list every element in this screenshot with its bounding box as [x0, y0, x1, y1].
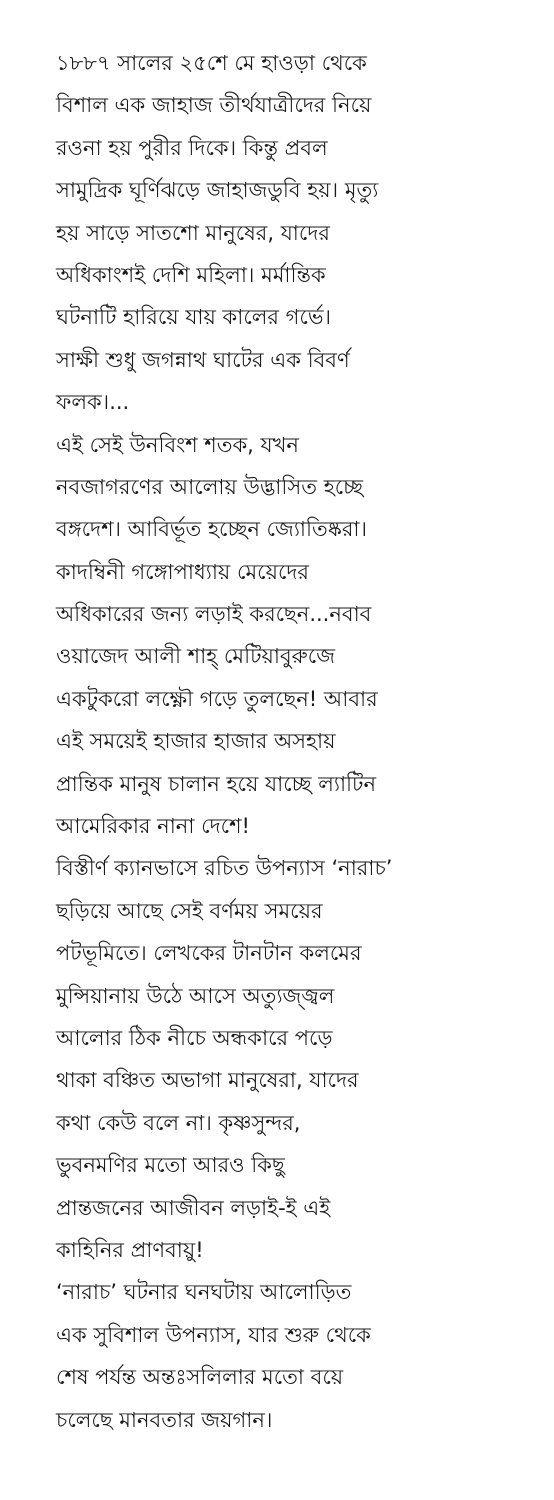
text-line: সামুদ্রিক ঘূর্ণিঝড়ে জাহাজডুবি হয়। মৃত্যু — [56, 178, 379, 203]
text-line: কথা কেউ বলে না। কৃষ্ণসুন্দর, — [56, 1110, 301, 1135]
text-line: অধিকাংশই দেশি মহিলা। মর্মান্তিক — [56, 262, 326, 287]
text-line: ফলক।... — [56, 390, 130, 415]
text-line: আমেরিকার নানা দেশে! — [56, 814, 250, 839]
text-line: রওনা হয় পুরীর দিকে। কিন্তু প্রবল — [56, 135, 328, 160]
text-line: বঙ্গদেশ। আবির্ভূত হচ্ছেন জ্যোতিষ্করা। — [56, 517, 367, 542]
text-line: সাক্ষী শুধু জগন্নাথ ঘাটের এক বিবর্ণ — [56, 347, 350, 372]
text-line: এক সুবিশাল উপন্যাস, যার শুরু থেকে — [56, 1322, 371, 1347]
text-line: থাকা বঞ্চিত অভাগা মানুষেরা, যাদের — [56, 1068, 359, 1093]
text-line: ‘নারাচ’ ঘটনার ঘনঘটায় আলোড়িত — [56, 1280, 352, 1305]
text-line: নবজাগরণের আলোয় উদ্ভাসিত হচ্ছে — [56, 474, 364, 499]
text-line: হয় সাড়ে সাতশো মানুষের, যাদের — [56, 220, 330, 245]
text-line: কাদম্বিনী গঙ্গোপাধ্যায় মেয়েদের — [56, 559, 309, 584]
text-line: চলেছে মানবতার জয়গান। — [56, 1407, 273, 1432]
text-line: ঘটনাটি হারিয়ে যায় কালের গর্ভে। — [56, 305, 332, 330]
text-line: শেষ পর্যন্ত অন্তঃসলিলার মতো বয়ে — [56, 1365, 344, 1390]
text-line: আলোর ঠিক নীচে অন্ধকারে পড়ে — [56, 1025, 333, 1050]
text-line: ভুবনমণির মতো আরও কিছু — [56, 1153, 285, 1178]
text-line: কাহিনির প্রাণবায়ু! — [56, 1237, 204, 1262]
text-line: ছড়িয়ে আছে সেই বর্ণময় সময়ের — [56, 898, 323, 923]
text-line: প্রান্তজনের আজীবন লড়াই-ই এই — [56, 1195, 331, 1220]
text-line: এই সেই উনবিংশ শতক, যখন — [56, 432, 299, 457]
text-line: মুন্সিয়ানায় উঠে আসে অত্যুজ্জ্বল — [56, 983, 335, 1008]
text-line: পটভূমিতে। লেখকের টানটান কলমের — [56, 941, 362, 966]
text-line: বিশাল এক জাহাজ তীর্থযাত্রীদের নিয়ে — [56, 93, 372, 118]
blurb-text — [56, 42, 536, 1441]
text-line: বিস্তীর্ণ ক্যানভাসে রচিত উপন্যাস ‘নারাচ’ — [56, 856, 393, 881]
text-line: অধিকারের জন্য লড়াই করছেন...নবাব — [56, 602, 372, 627]
text-line: একটুকরো লক্ষ্ণৌ গড়ে তুলছেন! আবার — [56, 686, 378, 711]
text-line: এই সময়েই হাজার হাজার অসহায় — [56, 729, 336, 754]
text-line: ১৮৮৭ সালের ২৫শে মে হাওড়া থেকে — [56, 51, 367, 75]
text-line: ওয়াজেদ আলী শাহ্ মেটিয়াবুরুজে — [56, 644, 336, 669]
text-line: প্রান্তিক মানুষ চালান হয়ে যাচ্ছে ল্যাটিন — [56, 771, 377, 796]
